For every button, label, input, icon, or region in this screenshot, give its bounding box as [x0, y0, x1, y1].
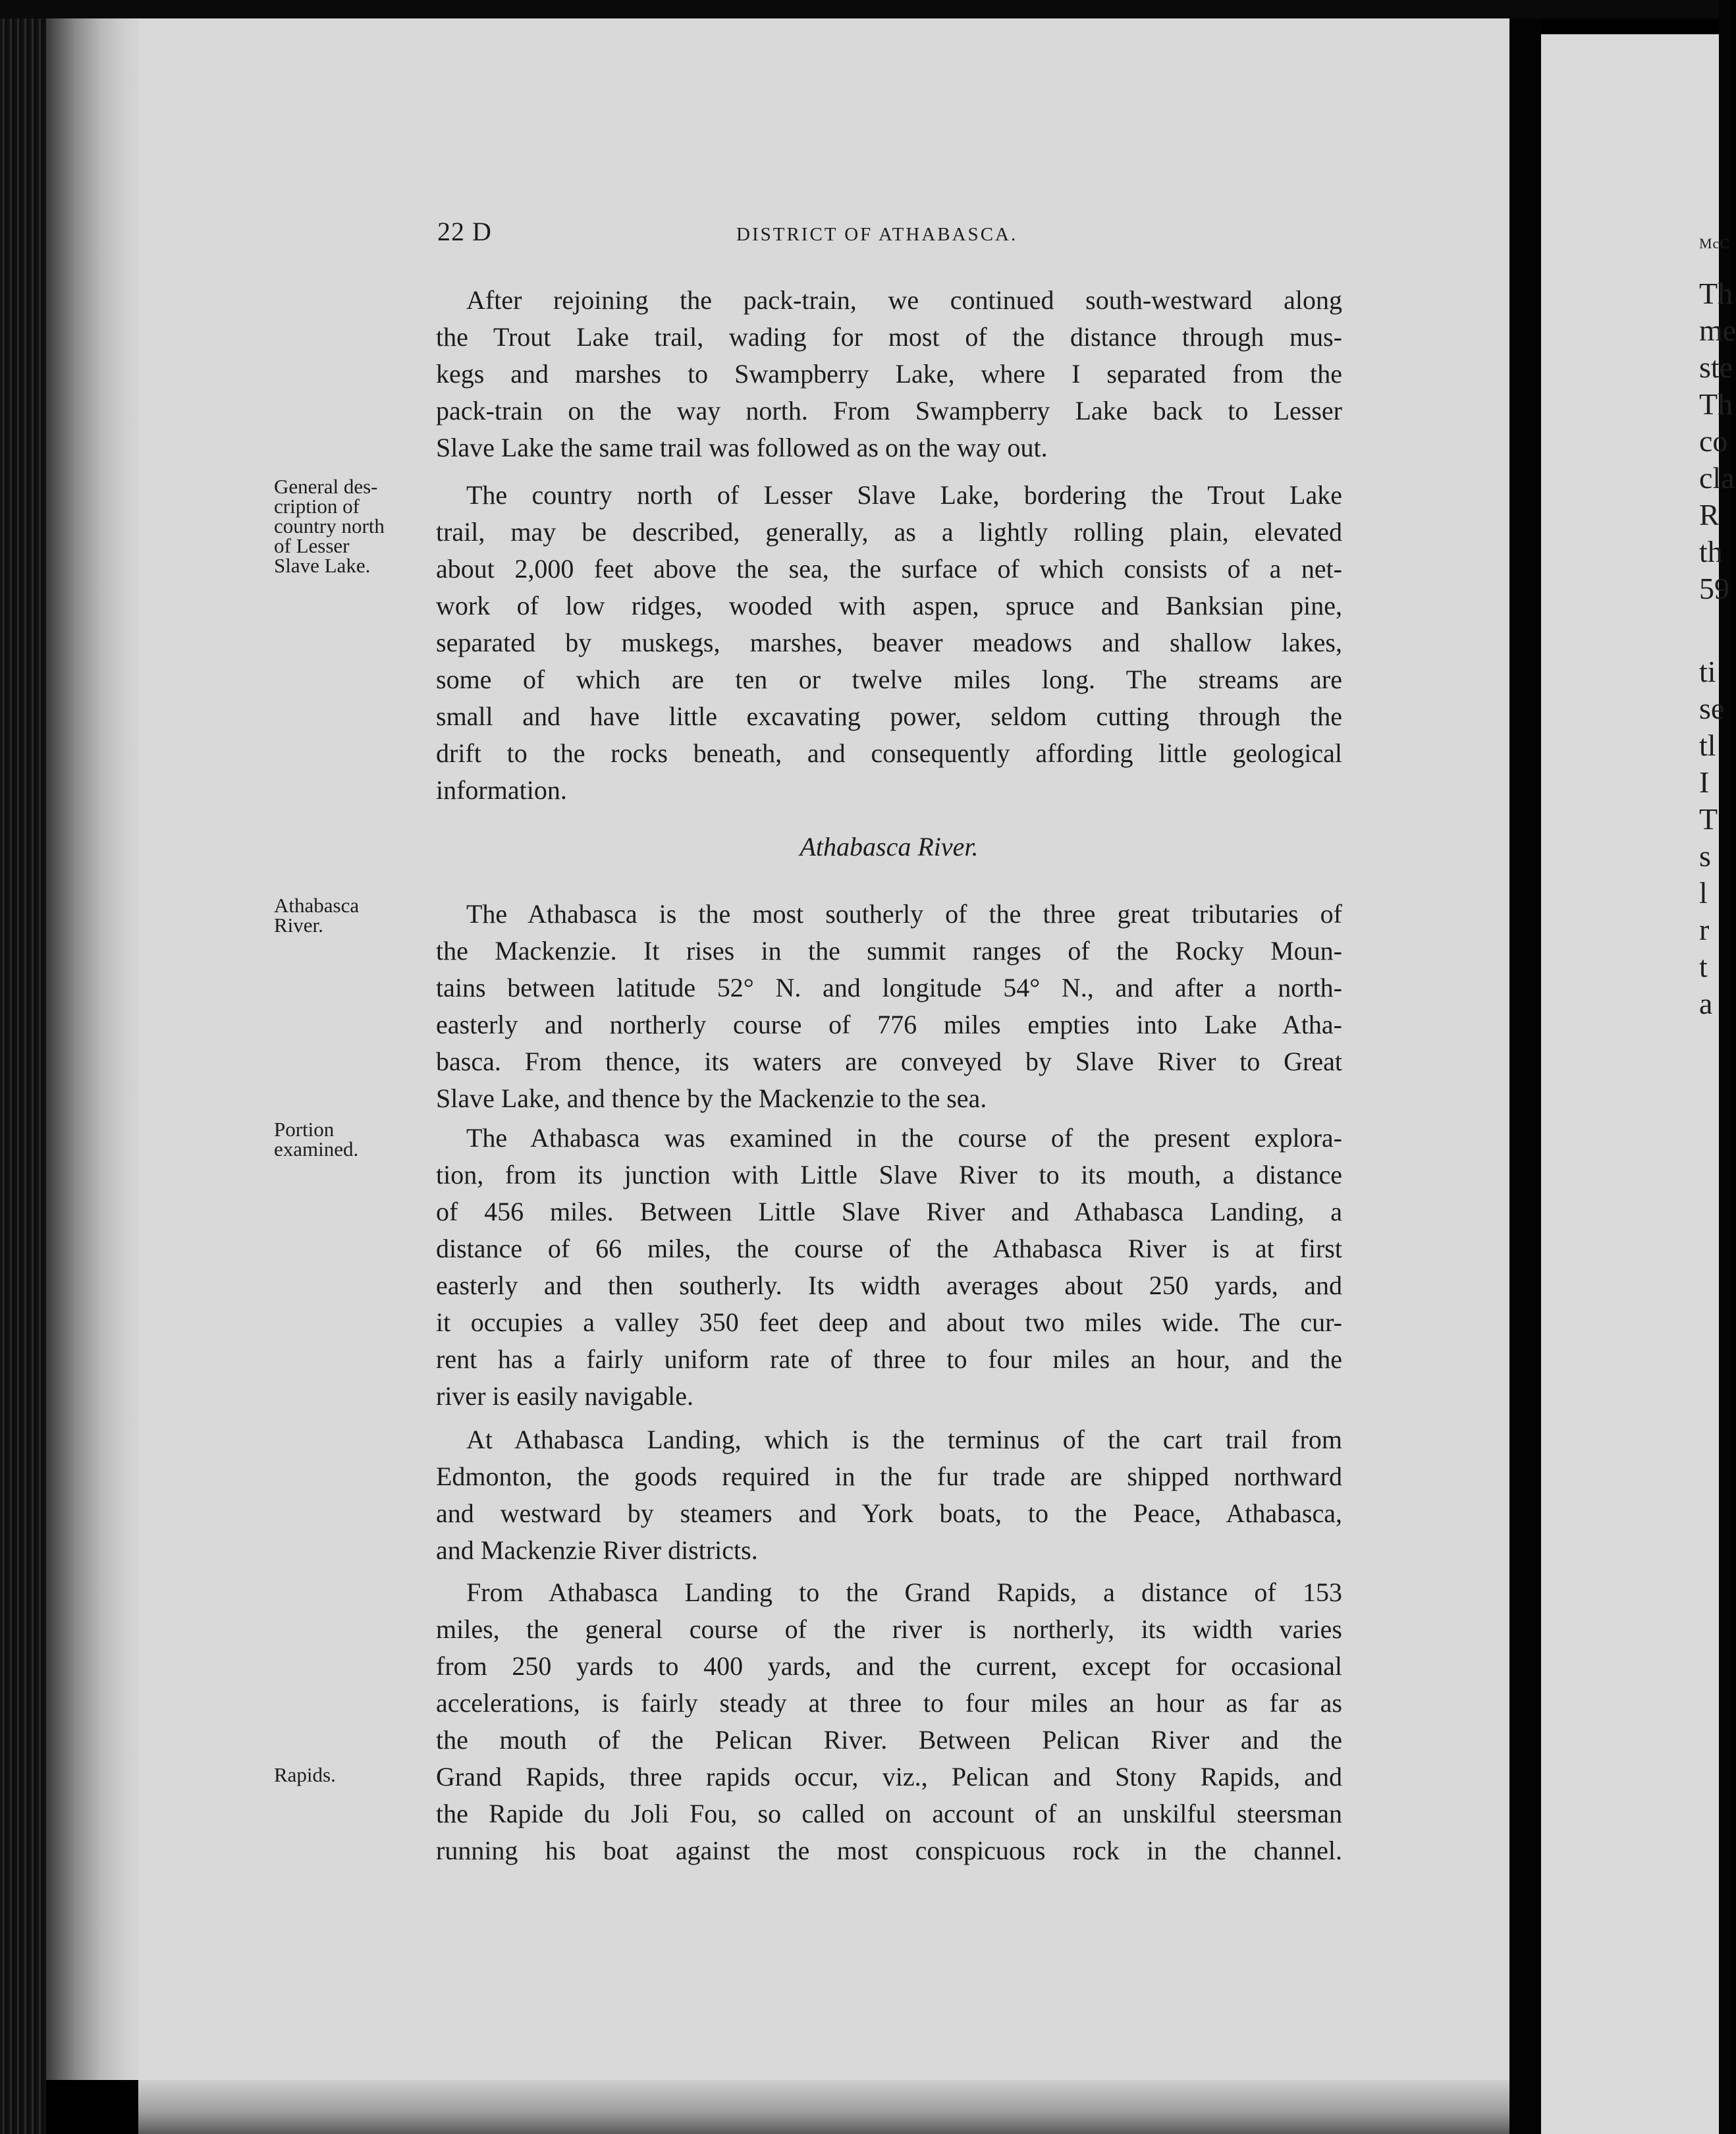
paragraph-athabasca-intro: The Athabasca is the most southerly of the three great tributaries of the Mackenzie. It rises in the summit ranges of the Rocky Moun- tains between latitude 52° N. and longitude 54° N., and after a north- easterly and northerly course of 776 miles empties into Lake Atha- basca. From thence, its waters are conveyed by Slave River to Great Slave Lake, and thence by the Mackenzie to the sea. [436, 899, 1342, 1113]
margin-note-athabasca-river: Athabasca River. [274, 894, 360, 937]
paragraph-athabasca-landing: At Athabasca Landing, which is the terminus of the cart trail from Edmonton, the goods required in the fur trade are shipped northward and westward by steamers and York boats, to the Peace, Athabasca, and Mackenzie River districts. [436, 1425, 1342, 1565]
margin-note-general-description: General des- cription of country north of Lesser Slave Lake. [274, 475, 385, 577]
paragraph-grand-rapids: From Athabasca Landing to the Grand Rapids, a distance of 153 miles, the general course of the river is northerly, its width varies from 250 yards to 400 yards, and the current, except for occasional accelerations, is fairly steady at three to four miles an hour as far as the mouth of the Pelican River. Between Pelican River and the Grand Rapids, three rapids occur, viz., Pelican and Stony Rapids, and the Rapide du Joli Fou, so called on account of an unskilful steersman running his boat against the most conspicuous rock in the channel. [436, 1577, 1342, 1865]
paragraph-country-description: The country north of Lesser Slave Lake, bordering the Trout Lake trail, may be described, generally, as a lightly rolling plain, elevated about 2,000 feet above the sea, the surface of which consists of a net- work of low ridges, wooded with aspen, spruce and Banksian pine, separated by muskegs, marshes, beaver meadows and shallow lakes, some of which are ten or twelve miles long. The streams are small and have little excavating power, seldom cutting through the drift to the rocks beneath, and consequently affording little geological information. [436, 480, 1342, 805]
page-edges [46, 18, 145, 2080]
scan-border-top [0, 0, 1731, 18]
paragraph-pack-train: After rejoining the pack-train, we continued south-westward along the Trout Lake trail, wading for most of the distance through mus- kegs and marshes to Swampberry Lake, where I separated from the pack-train on the way north. From Swampberry Lake back to Lesser Slave Lake the same trail was followed as on the way out. [436, 285, 1342, 462]
page-bottom-shadow [138, 2080, 1509, 2134]
page-header [437, 216, 1353, 249]
section-heading: Athabasca River. [800, 832, 979, 862]
page-number: 22 D [437, 217, 492, 246]
margin-note-portion-examined: Portion examined. [274, 1118, 359, 1161]
running-title: DISTRICT OF ATHABASCA. [736, 224, 1018, 245]
paragraph-portion-examined: The Athabasca was examined in the course of the present explora- tion, from its junction with Little Slave River to its mouth, a distance of 456 miles. Between Little Slave River and Athabasca Landing, a distance of 66 miles, the course of the Athabasca River is at first easterly and then southerly. Its width averages about 250 yards, and it occupies a valley 350 feet deep and about two miles wide. The cur- rent has a fairly uniform rate of three to four miles an hour, and the river is easily navigable. [436, 1123, 1342, 1411]
book-spine [0, 18, 46, 2134]
margin-note-rapids: Rapids. [274, 1763, 336, 1786]
book-gutter [1509, 18, 1541, 2134]
right-page-header: McC [1699, 235, 1730, 252]
page-right-fragment: McC Th me ste Th co cla R th 59 ti se tl I T s l r t a [1541, 34, 1719, 2134]
